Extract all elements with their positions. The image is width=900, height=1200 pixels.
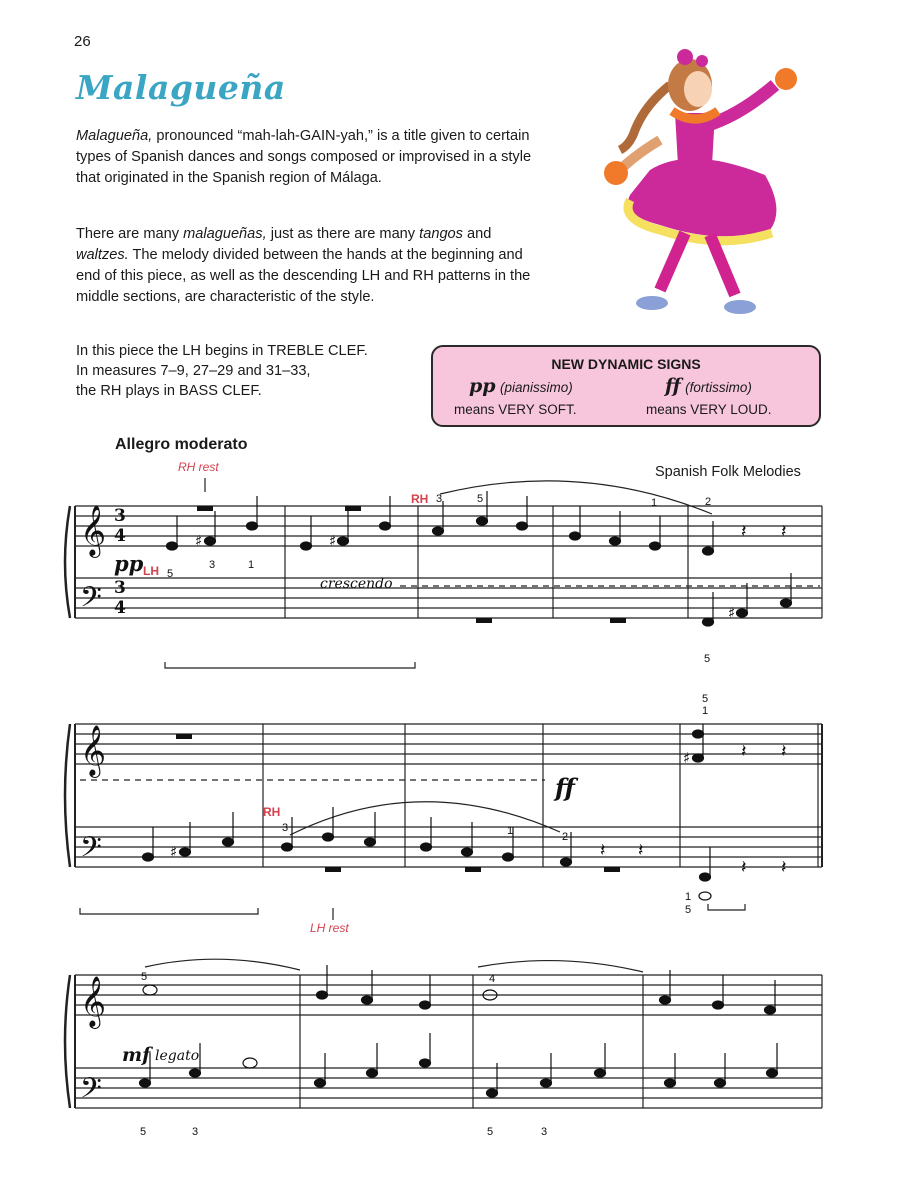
time-sig-top: 3 xyxy=(114,506,126,526)
time-sig-top: 3 xyxy=(114,578,126,598)
fingering: 3 xyxy=(192,1126,199,1138)
svg-text:𝄽: 𝄽 xyxy=(600,840,606,861)
svg-text:𝄽: 𝄽 xyxy=(638,840,644,861)
svg-text:𝄽: 𝄽 xyxy=(781,741,787,762)
rh-rest-label: RH rest xyxy=(178,460,219,474)
treble-clef-icon: 𝄞 xyxy=(80,725,107,776)
svg-text:𝄽: 𝄽 xyxy=(781,521,787,542)
ff-symbol: ff xyxy=(665,375,681,397)
system-3 xyxy=(75,975,822,1108)
clef-note-line: In measures 7–9, 27–29 and 31–33, xyxy=(76,363,311,379)
fingering: 5 xyxy=(702,693,709,705)
intro-term: malagueñas, xyxy=(183,226,267,242)
svg-text:♯: ♯ xyxy=(170,843,178,861)
fingering: 5 xyxy=(487,1126,494,1138)
fingering: 3 xyxy=(436,493,443,505)
svg-text:♯: ♯ xyxy=(728,604,736,622)
svg-text:♯: ♯ xyxy=(195,532,203,550)
staff-bass-3 xyxy=(75,1068,822,1108)
lh-rest-label: LH rest xyxy=(310,921,349,935)
fingering: 2 xyxy=(705,496,712,508)
system-1 xyxy=(75,506,822,618)
fingering: 3 xyxy=(541,1126,548,1138)
fingering: 1 xyxy=(248,559,255,571)
staff-treble-3 xyxy=(75,975,822,1015)
fingering: 3 xyxy=(282,822,289,834)
dynamic-signs-title: NEW DYNAMIC SIGNS xyxy=(551,356,701,372)
intro-text: just as there are many xyxy=(266,226,420,242)
ff-name: (fortissimo) xyxy=(685,380,752,395)
svg-text:♯: ♯ xyxy=(683,749,691,767)
svg-text:𝄽: 𝄽 xyxy=(741,857,747,878)
bass-clef-icon: 𝄢 xyxy=(80,1072,102,1112)
intro-text: The melody divided between the hands at the beginning and end of this piece, as well as the descending LH and RH patterns in the middle sections, are characteristic of the style. xyxy=(76,247,531,305)
system-2 xyxy=(75,724,822,867)
notes xyxy=(140,491,792,1097)
intro-text: and xyxy=(462,226,492,242)
rh-label: RH xyxy=(411,492,429,506)
fingering: 5 xyxy=(141,971,148,983)
intro-term: Malagueña, xyxy=(76,128,153,144)
time-sig-bottom: 4 xyxy=(114,598,126,618)
fingering: 1 xyxy=(507,825,514,837)
ff-meaning: means VERY LOUD. xyxy=(646,402,772,417)
source-credit: Spanish Folk Melodies xyxy=(655,464,801,480)
clef-note-line: the RH plays in BASS CLEF. xyxy=(76,383,262,399)
time-sig-bottom: 4 xyxy=(114,526,126,546)
staff-bass-1 xyxy=(75,578,822,618)
sharps xyxy=(170,532,735,861)
fingering: 1 xyxy=(685,891,692,903)
svg-text:♯: ♯ xyxy=(329,532,337,550)
fingering: 5 xyxy=(704,653,711,665)
svg-text:𝄽: 𝄽 xyxy=(781,857,787,878)
bass-clef-icon: 𝄢 xyxy=(80,831,102,871)
fingering: 5 xyxy=(167,568,174,580)
staff-treble-1 xyxy=(75,506,822,546)
legato-label: legato xyxy=(155,1048,200,1064)
tempo-marking: Allegro moderato xyxy=(115,436,248,453)
lh-label: LH xyxy=(143,564,159,578)
fingering: 5 xyxy=(685,904,692,916)
intro-text: pronounced “mah-lah-GAIN-yah,” is a title given to certain types of Spanish dances and songs composed or improvised in a style that originated in the Spanish region of Málaga. xyxy=(76,128,532,186)
bass-clef-icon: 𝄢 xyxy=(80,581,102,621)
page-title: Malagueña xyxy=(76,68,286,107)
dynamic-mf: mf xyxy=(122,1044,151,1066)
pp-meaning: means VERY SOFT. xyxy=(454,402,577,417)
fingering: 5 xyxy=(140,1126,147,1138)
intro-term: waltzes. xyxy=(76,247,129,263)
fingering: 5 xyxy=(477,493,484,505)
pp-symbol: pp xyxy=(469,375,496,397)
rh-label: RH xyxy=(263,805,281,819)
quarter-rests xyxy=(600,521,787,878)
rests xyxy=(176,506,626,872)
pp-name: (pianissimo) xyxy=(500,380,573,395)
clef-note-line: In this piece the LH begins in TREBLE CLEF. xyxy=(76,343,368,359)
intro-term: tangos xyxy=(419,226,463,242)
staff-treble-2 xyxy=(75,724,822,764)
fingering: 1 xyxy=(651,497,658,509)
dynamic-pp: pp xyxy=(114,551,144,576)
page-number: 26 xyxy=(74,33,91,50)
treble-clef-icon: 𝄞 xyxy=(80,505,107,556)
fingering: 2 xyxy=(562,831,569,843)
treble-clef-icon: 𝄞 xyxy=(80,976,107,1027)
fingering: 3 xyxy=(209,559,216,571)
fingering: 1 xyxy=(702,705,709,717)
dynamic-ff: ff xyxy=(555,773,575,802)
intro-text: There are many xyxy=(76,226,184,242)
crescendo-label: crescendo xyxy=(320,576,393,592)
svg-text:𝄽: 𝄽 xyxy=(741,741,747,762)
svg-text:𝄽: 𝄽 xyxy=(741,521,747,542)
fingering: 4 xyxy=(489,973,496,985)
